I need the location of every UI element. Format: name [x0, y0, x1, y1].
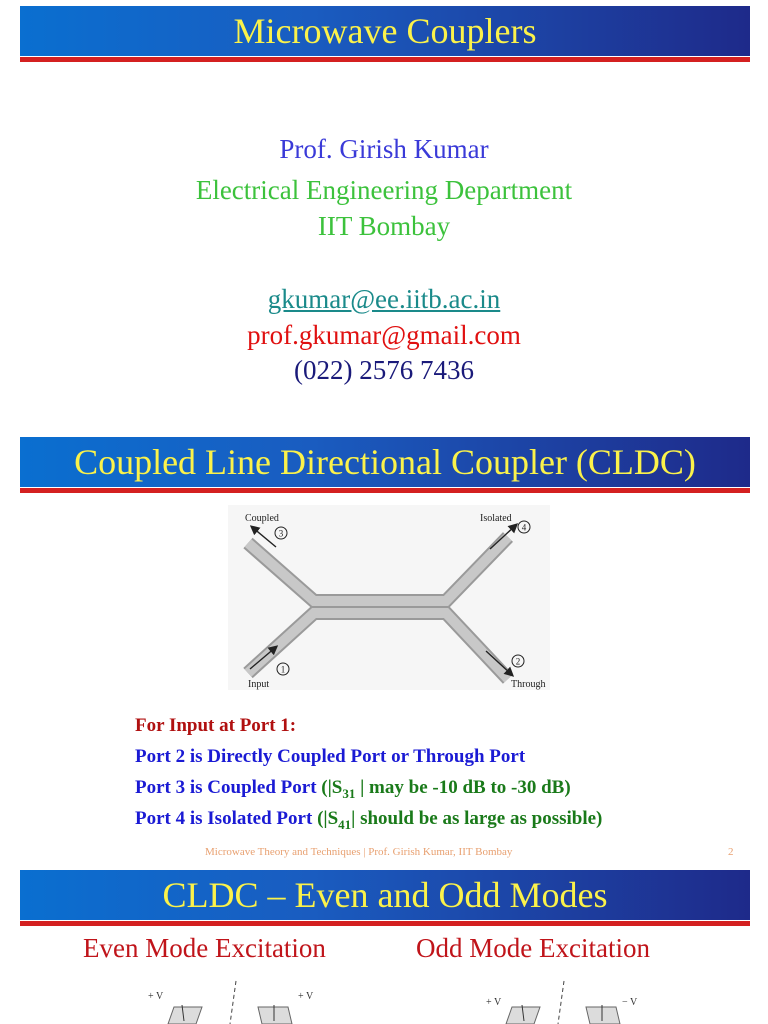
odd-mode-sketch	[478, 975, 668, 1024]
odd-right-voltage: − V	[622, 997, 638, 1008]
even-right-voltage: + V	[298, 991, 314, 1002]
port3-number: 3	[278, 528, 284, 539]
slide2-footer: Microwave Theory and Techniques | Prof. Girish Kumar, IIT Bombay	[205, 846, 513, 858]
odd-symmetry-line	[558, 981, 564, 1024]
coupler-diagram	[228, 505, 550, 690]
slide1-title-underline	[20, 57, 750, 62]
slide3-title: CLDC – Even and Odd Modes	[162, 875, 608, 915]
slide2-title: Coupled Line Directional Coupler (CLDC)	[74, 442, 696, 482]
slide1-title-bar	[20, 6, 750, 56]
email-primary-row	[0, 284, 768, 315]
port1-number: 1	[280, 664, 286, 675]
port4-description	[135, 808, 602, 833]
author-name: Prof. Girish Kumar	[279, 134, 489, 164]
port3-description	[135, 777, 571, 802]
port2-description: Port 2 is Directly Coupled Port or Through Port	[135, 746, 526, 767]
port3-text: Port 3 is Coupled Port	[135, 777, 317, 798]
slide3-title-bar	[20, 870, 750, 920]
odd-right-strip	[586, 1007, 620, 1024]
slide3-title-underline	[20, 921, 750, 926]
label-coupled: Coupled	[245, 513, 279, 524]
odd-mode-label: Odd Mode Excitation	[416, 933, 650, 963]
port4-s41	[317, 808, 603, 832]
slide1-title: Microwave Couplers	[233, 11, 537, 51]
slide2-title-underline	[20, 488, 750, 493]
port4-text: Port 4 is Isolated Port	[135, 808, 313, 829]
port3-s31	[321, 777, 571, 801]
slide2-title-bar	[20, 437, 750, 487]
port2-number: 2	[515, 656, 521, 667]
even-symmetry-line	[230, 981, 236, 1024]
label-input: Input	[248, 679, 270, 690]
even-left-strip	[168, 1007, 202, 1024]
slide2-page-number: 2	[728, 846, 734, 858]
even-mode-sketch	[140, 975, 330, 1024]
email-secondary: prof.gkumar@gmail.com	[247, 320, 521, 350]
port4-paren-rest: | should be as large as possible)	[351, 808, 603, 829]
port3-paren-rest: | may be -10 dB to -30 dB)	[355, 777, 571, 798]
port4-subscript: 41	[338, 816, 352, 832]
even-mode-label: Even Mode Excitation	[83, 933, 326, 963]
email-primary-link[interactable]: gkumar@ee.iitb.ac.in	[267, 284, 501, 314]
label-through: Through	[511, 679, 546, 690]
input-heading: For Input at Port 1:	[135, 715, 297, 736]
port4-paren-open: (|S	[317, 808, 339, 829]
department: Electrical Engineering Department	[195, 175, 573, 205]
institute: IIT Bombay	[317, 211, 451, 241]
odd-left-voltage: + V	[486, 997, 502, 1008]
even-right-strip	[258, 1007, 292, 1024]
port4-number: 4	[521, 522, 527, 533]
port3-paren-open: (|S	[321, 777, 343, 798]
phone-number: (022) 2576 7436	[294, 355, 474, 385]
label-isolated: Isolated	[480, 513, 512, 524]
port3-subscript: 31	[342, 785, 356, 801]
even-left-voltage: + V	[148, 991, 164, 1002]
